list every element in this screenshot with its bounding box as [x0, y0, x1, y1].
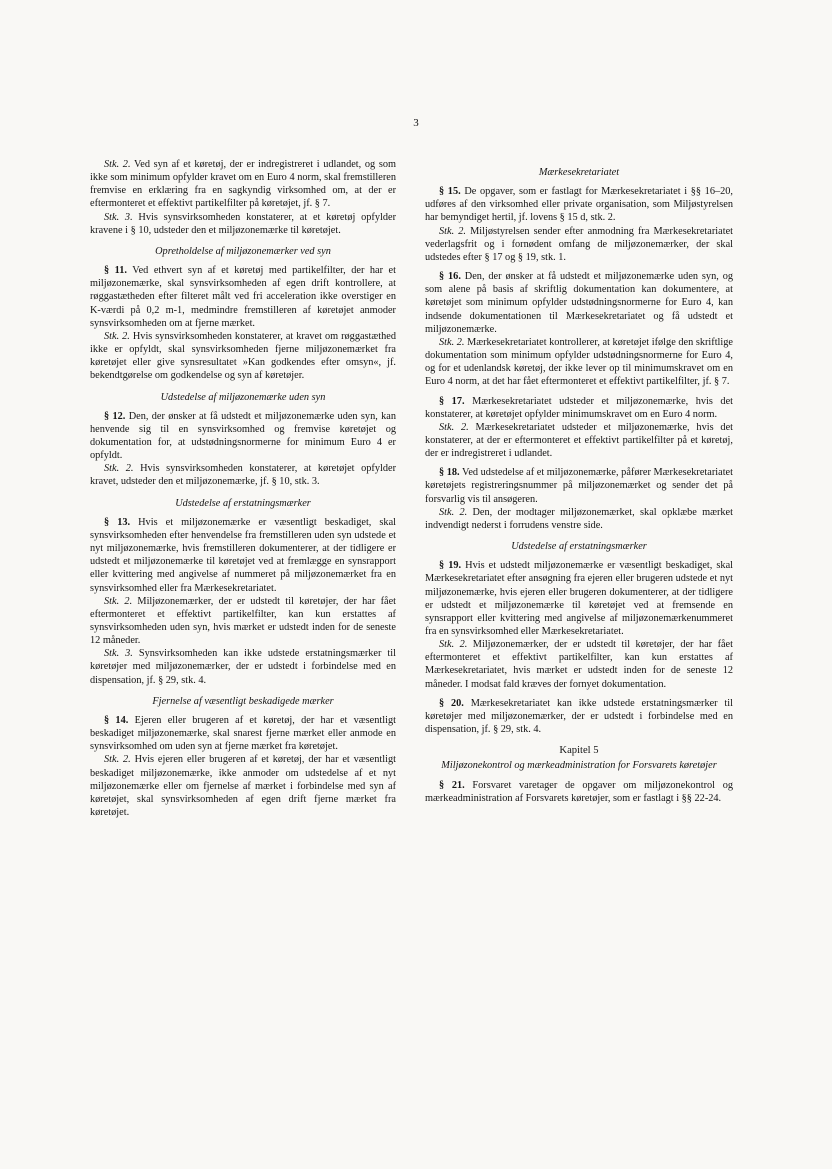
paragraph: [425, 270, 733, 336]
section-number: § 16.: [439, 271, 461, 283]
paragraph: [425, 395, 733, 421]
paragraph: [90, 516, 396, 595]
paragraph-text: Hvis et udstedt miljøzonemærke er væsentligt beskadiget, skal Mærkesekretariatet efter ansøgning fra ejeren eller brugeren udstede et nyt miljøzonemærke, hvis ejeren eller brugeren dokumenterer, at der tidligere er udstedt et miljøzonemærke til køretøjet ved at fremsende en synsrapport eller kvittering med angivelse af miljøzonemærkenummeret fra en synsvirksomhed eller Mærkesekretariatet.: [425, 560, 734, 637]
section-number: § 13.: [104, 516, 131, 528]
stk-label: Stk. 2.: [439, 421, 469, 433]
stk-label: Stk. 2.: [439, 336, 465, 348]
stk-label: Stk. 3.: [104, 648, 133, 660]
paragraph: [425, 779, 733, 805]
paragraph: [425, 559, 733, 638]
paragraph-text: De opgaver, som er fastlagt for Mærkesekretariatet i §§ 16–20, udføres af den virksomhed eller private organisation, som Miljøstyrelsen har bemyndiget hertil, jf. lovens § 15 d, stk. 2.: [425, 186, 734, 224]
paragraph-text: Ved udstedelse af et miljøzonemærke, påfører Mærkesekretariatet køretøjets registreringsnummer på miljøzonemærket og sender det på forsvarlig vis til ansøgeren.: [425, 467, 733, 505]
paragraph-text: Synsvirksomheden kan ikke udstede erstatningsmærker til køretøjer med miljøzonemærker, der er udstedt i forbindelse med en dispensation, jf. § 29, stk. 4.: [90, 648, 396, 686]
section-number: § 11.: [104, 265, 127, 277]
stk-label: Stk. 2.: [104, 595, 133, 607]
stk-label: Stk. 3.: [104, 211, 133, 223]
paragraph-text: Mærkesekretariatet kan ikke udstede erstatningsmærker til køretøjer med miljøzonemærker, der er udstedt i forbindelse med en dispensation, jf. § 29, stk. 4.: [425, 697, 734, 736]
paragraph-text: Ved syn af et køretøj, der er indregistreret i udlandet, og som ikke som minimum opfylder kravet om en Euro 4 norm, skal fremstilleren fremvise en erklæring fra en sagkyndig virksomhed om, at der er eftermonteret et effektivt partikelfilter på køretøjet, jf. § 7.: [90, 159, 396, 210]
paragraph-text: Den, der modtager miljøzonemærket, skal opklæbe mærket indvendigt nederst i forrudens venstre side.: [425, 506, 733, 531]
section-number: § 17.: [439, 395, 465, 407]
stk-label: Stk. 2.: [104, 159, 131, 170]
stk-label: Stk. 2.: [439, 225, 466, 237]
section-number: § 21.: [439, 779, 465, 791]
paragraph: [425, 421, 733, 460]
section-number: § 15.: [439, 186, 461, 198]
paragraph-text: Den, der ønsker at få udstedt et miljøzonemærke uden syn, og som alene på basis af skriftlig dokumentation kan dokumentere, at køretøjet som minimum opfylder udstødningsnormerne for Euro 4, kan indsende dokumentationen til Mærkesekretariatet og få udstedt et miljøzonemærke.: [425, 271, 733, 335]
stk-label: Stk. 2.: [104, 463, 134, 475]
stk-label: Stk. 2.: [104, 330, 130, 342]
page-number: 3: [413, 117, 419, 129]
paragraph-text: Miljøstyrelsen sender efter anmodning fra Mærkesekretariatet vederlagsfrit og i fornødent omfang de miljøzonemærker, der skal udstedes efter § 17 og § 19, stk. 1.: [425, 225, 734, 263]
paragraph-text: Hvis ejeren eller brugeren af et køretøj, der har et væsentligt beskadiget miljøzonemærke, ikke anmoder om udstedelse af et nyt miljøzonemærke eller om fjernelse af mærket i forbindelse med syn af køretøjet, skal synsvirksomheden af egen drift fjerne mærket fra køretøjet.: [90, 754, 396, 819]
paragraph-text: Mærkesekretariatet kontrollerer, at køretøjet ifølge den skriftlige dokumentation som minimum opfylder udstødningsnormerne for Euro 4, og for et udenlandsk køretøj, der ikke lever op til minimumskravet om en Euro 4 norm, at det har fået eftermonteret et effektivt partikelfilter, jf. § 7.: [425, 336, 734, 388]
section-number: § 20.: [439, 697, 464, 709]
paragraph-text: Ejeren eller brugeren af et køretøj, der har et væsentligt beskadiget miljøzonemærke, skal snarest fjerne mærket eller anmode en synsvirksomhed om uden syn at fjerne mærket fra køretøjet.: [90, 714, 396, 753]
paragraph: [425, 638, 733, 691]
paragraph-text: Hvis et miljøzonemærke er væsentligt beskadiget, skal synsvirksomheden efter henvendelse fra fremstilleren uden syn udstede et nyt miljøzonemærke, hvis fremstilleren dokumenterer, at der tidligere er udstedt et miljøzonemærke til køretøjet ved at fremlægge en synsrapport eller kvittering med angivelse af nummeret på miljøzonemærket fra en synsvirksomhed eller fra Mærkesekretariatet.: [90, 516, 397, 594]
paragraph: [90, 211, 396, 237]
paragraph: [90, 595, 396, 648]
section-heading: Udstedelse af miljøzonemærke uden syn: [160, 391, 326, 403]
paragraph-text: Mærkesekretariatet udsteder et miljøzonemærke, hvis det konstaterer, at køretøjet opfylder minimumskravet om en Euro 4 norm.: [425, 395, 733, 420]
section-number: § 19.: [439, 560, 462, 572]
right-column: [425, 166, 733, 805]
paragraph-text: Ved ethvert syn af et køretøj med partikelfilter, der har et miljøzonemærke, skal synsvirksomheden af egen drift kontrollere, at røggastætheden efter filteret målt ved fri acceleration ikke overstiger en K-værdi på 0,2 m-1, medmindre fremstilleren af køretøjet anmoder synsvirksomheden om at fjerne mærket.: [90, 265, 396, 329]
chapter-number: Kapitel 5: [559, 745, 599, 757]
paragraph: [90, 714, 396, 753]
paragraph-text: Mærkesekretariatet udsteder et miljøzonemærke, hvis det konstaterer, at der er eftermonteret et effektivt partikelfilter på et køretøj, der er indregistreret i udlandet.: [425, 421, 734, 460]
paragraph: [90, 462, 396, 488]
paragraph: [90, 753, 396, 819]
left-column: [90, 158, 396, 819]
paragraph-text: Hvis synsvirksomheden konstaterer, at kravet om røggastæthed ikke er opfyldt, skal synsvirksomheden fjerne miljøzonemærket fra køretøjet eller give synsresultatet »Kan godkendes efter omsyn«, jf. bekendtgørelse om godkendelse og syn af køretøjer.: [90, 330, 397, 382]
stk-label: Stk. 2.: [439, 639, 468, 651]
paragraph: [425, 225, 733, 264]
section-heading: Udstedelse af erstatningsmærker: [511, 541, 647, 553]
stk-label: Stk. 2.: [104, 754, 131, 766]
paragraph: [425, 466, 733, 505]
stk-label: Stk. 2.: [439, 506, 468, 518]
paragraph-text: Hvis synsvirksomheden konstaterer, at et køretøj opfylder kravene i § 10, udsteder den et miljøzonemærke til køretøjet.: [90, 211, 397, 236]
section-heading: Mærkesekretariatet: [538, 167, 620, 178]
paragraph: [90, 264, 396, 330]
section-number: § 14.: [104, 714, 129, 726]
paragraph: [90, 647, 396, 686]
section-heading: Opretholdelse af miljøzonemærker ved syn: [155, 245, 331, 257]
paragraph-text: Miljøzonemærker, der er udstedt til køretøjer, der har fået eftermonteret et effektivt partikelfilter, kan kun erstattes af synsvirksomheden uden syn, hvis mærket er udstedt inden for de seneste 12 måneder.: [90, 595, 397, 647]
paragraph: [425, 185, 733, 224]
paragraph-text: Miljøzonemærker, der er udstedt til køretøjer, der har fået eftermonteret et effektivt partikelfilter, kan kun erstattes af Mærkesekretariatet, hvis mærket er udstedt inden for de seneste 12 måneder. I modsat fald kræves der fornyet dokumentation.: [425, 639, 733, 690]
paragraph: [90, 330, 396, 383]
paragraph-text: Hvis synsvirksomheden konstaterer, at køretøjet opfylder kravet, udsteder den et miljøzonemærke, jf. § 10, stk. 3.: [90, 463, 396, 488]
section-heading: Fjernelse af væsentligt beskadigede mærker: [152, 695, 334, 707]
section-number: § 12.: [104, 410, 126, 422]
chapter-title: Miljøzonekontrol og mærkeadministration for Forsvarets køretøjer: [441, 760, 717, 772]
paragraph-text: Forsvaret varetager de opgaver om miljøzonekontrol og mærkeadministration af Forsvarets køretøjer, som er fastlagt i §§ 22-24.: [425, 779, 734, 804]
paragraph: [425, 506, 733, 532]
paragraph-text: Den, der ønsker at få udstedt et miljøzonemærke uden syn, kan henvende sig til en synsvirksomhed og fremvise køretøjet og dokumentation for, at udstødningsnormerne for minimum Euro 4 er opfyldt.: [90, 410, 396, 462]
paragraph: [90, 158, 396, 211]
paragraph: [90, 410, 396, 463]
section-heading: Udstedelse af erstatningsmærker: [175, 497, 311, 509]
paragraph: [425, 697, 733, 736]
section-number: § 18.: [439, 467, 460, 479]
paragraph: [425, 336, 733, 389]
